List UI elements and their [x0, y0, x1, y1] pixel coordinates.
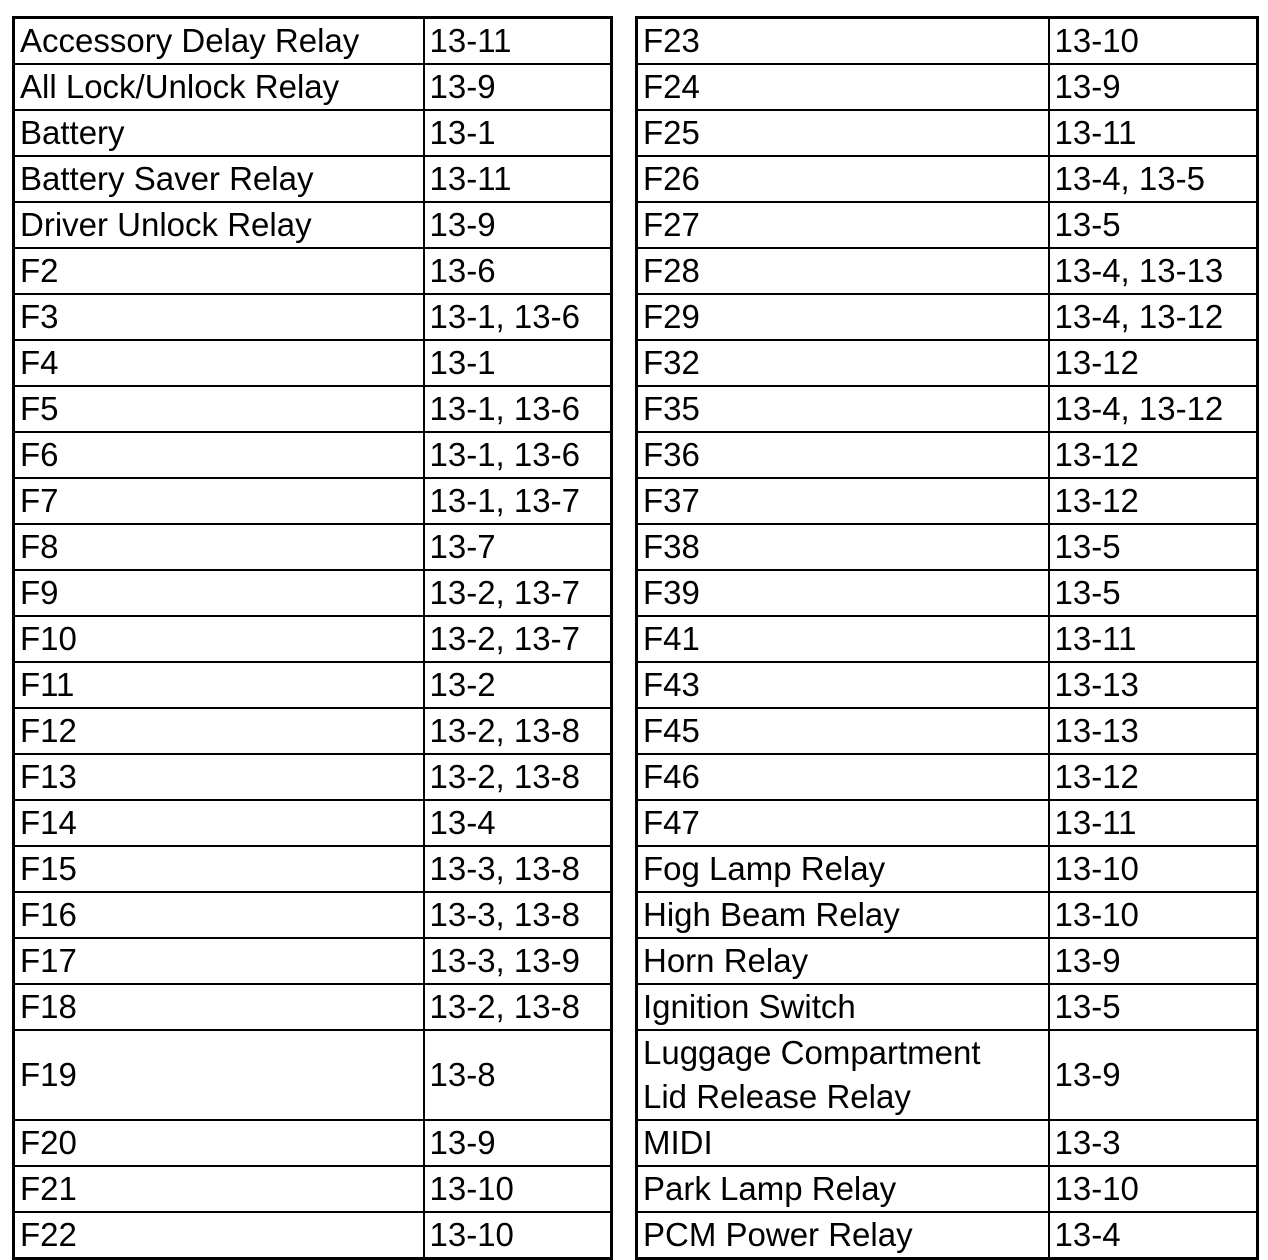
component-name: F19	[14, 1030, 424, 1120]
component-name: Accessory Delay Relay	[14, 18, 424, 65]
component-name: Battery Saver Relay	[14, 156, 424, 202]
component-name: Driver Unlock Relay	[14, 202, 424, 248]
component-name: Horn Relay	[637, 938, 1049, 984]
table-row	[14, 1212, 612, 1259]
page-ref: 13-12	[1049, 340, 1258, 386]
table-row	[14, 18, 612, 65]
component-name: F36	[637, 432, 1049, 478]
page-ref: 13-4, 13-5	[1049, 156, 1258, 202]
component-name: F11	[14, 662, 424, 708]
table-row	[14, 110, 612, 156]
page-ref: 13-3, 13-8	[424, 846, 612, 892]
table-row	[14, 800, 612, 846]
table-row	[637, 1166, 1258, 1212]
component-name: F29	[637, 294, 1049, 340]
page-ref: 13-1	[424, 110, 612, 156]
right-index-table	[635, 16, 1259, 1260]
page-ref: 13-9	[1049, 64, 1258, 110]
component-name: F17	[14, 938, 424, 984]
table-row	[637, 478, 1258, 524]
component-name: Ignition Switch	[637, 984, 1049, 1030]
table-row	[14, 662, 612, 708]
page-ref: 13-12	[1049, 478, 1258, 524]
component-name: F23	[637, 18, 1049, 65]
page-ref: 13-12	[1049, 754, 1258, 800]
component-name: F47	[637, 800, 1049, 846]
page-ref: 13-11	[1049, 800, 1258, 846]
component-name: F9	[14, 570, 424, 616]
component-name-line-2: Lid Release Relay	[643, 1078, 911, 1115]
table-row	[14, 386, 612, 432]
component-name: F14	[14, 800, 424, 846]
page-ref: 13-9	[424, 202, 612, 248]
table-row	[637, 248, 1258, 294]
component-name: F27	[637, 202, 1049, 248]
component-name: F45	[637, 708, 1049, 754]
table-row	[637, 156, 1258, 202]
table-row	[637, 340, 1258, 386]
component-name: F39	[637, 570, 1049, 616]
page-ref: 13-11	[1049, 110, 1258, 156]
component-name: F8	[14, 524, 424, 570]
page-ref: 13-11	[1049, 616, 1258, 662]
component-name: All Lock/Unlock Relay	[14, 64, 424, 110]
component-name: F26	[637, 156, 1049, 202]
page-ref: 13-6	[424, 248, 612, 294]
page-ref: 13-13	[1049, 708, 1258, 754]
component-name: F4	[14, 340, 424, 386]
page-ref: 13-1	[424, 340, 612, 386]
component-name: Battery	[14, 110, 424, 156]
page-ref: 13-2, 13-8	[424, 708, 612, 754]
component-name: PCM Power Relay	[637, 1212, 1049, 1259]
table-row	[14, 708, 612, 754]
table-row	[637, 202, 1258, 248]
component-name: F3	[14, 294, 424, 340]
table-row	[14, 754, 612, 800]
table-row	[14, 248, 612, 294]
table-row	[637, 18, 1258, 65]
page-ref: 13-1, 13-6	[424, 432, 612, 478]
component-name: F7	[14, 478, 424, 524]
component-name: F20	[14, 1120, 424, 1166]
table-row	[14, 570, 612, 616]
table-row	[637, 64, 1258, 110]
table-row	[637, 892, 1258, 938]
table-row	[14, 846, 612, 892]
component-name: F43	[637, 662, 1049, 708]
table-row	[14, 1120, 612, 1166]
page-ref: 13-2, 13-7	[424, 616, 612, 662]
table-row	[14, 156, 612, 202]
table-row	[14, 524, 612, 570]
table-row	[14, 64, 612, 110]
page-ref: 13-10	[424, 1166, 612, 1212]
page-ref: 13-8	[424, 1030, 612, 1120]
table-row	[14, 1166, 612, 1212]
component-name: F2	[14, 248, 424, 294]
table-row	[14, 202, 612, 248]
component-name: F15	[14, 846, 424, 892]
page-ref: 13-9	[1049, 1030, 1258, 1120]
page-ref: 13-10	[424, 1212, 612, 1259]
table-row	[637, 110, 1258, 156]
page-ref: 13-2, 13-7	[424, 570, 612, 616]
page-ref: 13-10	[1049, 892, 1258, 938]
page-ref: 13-4, 13-13	[1049, 248, 1258, 294]
table-row	[637, 1030, 1258, 1120]
table-row	[14, 432, 612, 478]
page-ref: 13-13	[1049, 662, 1258, 708]
table-row	[14, 616, 612, 662]
table-row	[637, 754, 1258, 800]
component-name: F12	[14, 708, 424, 754]
table-row	[637, 570, 1258, 616]
page-ref: 13-10	[1049, 1166, 1258, 1212]
page-ref: 13-3	[1049, 1120, 1258, 1166]
page-ref: 13-3, 13-8	[424, 892, 612, 938]
page-ref: 13-4	[424, 800, 612, 846]
table-row	[637, 432, 1258, 478]
page-ref: 13-11	[424, 156, 612, 202]
component-name: F21	[14, 1166, 424, 1212]
component-name: F22	[14, 1212, 424, 1259]
component-name	[637, 1030, 1049, 1120]
component-name: F13	[14, 754, 424, 800]
table-row	[637, 662, 1258, 708]
table-row	[637, 294, 1258, 340]
component-name: F24	[637, 64, 1049, 110]
component-name: F41	[637, 616, 1049, 662]
table-row	[14, 984, 612, 1030]
component-name: F32	[637, 340, 1049, 386]
table-row	[637, 1120, 1258, 1166]
component-name: F38	[637, 524, 1049, 570]
table-row	[637, 386, 1258, 432]
page-ref: 13-1, 13-6	[424, 386, 612, 432]
page-ref: 13-5	[1049, 202, 1258, 248]
page-ref: 13-10	[1049, 18, 1258, 65]
page-ref: 13-3, 13-9	[424, 938, 612, 984]
page-ref: 13-11	[424, 18, 612, 65]
component-name: F46	[637, 754, 1049, 800]
table-row	[637, 800, 1258, 846]
component-name: F5	[14, 386, 424, 432]
table-row	[637, 616, 1258, 662]
page-ref: 13-5	[1049, 984, 1258, 1030]
component-name: F25	[637, 110, 1049, 156]
table-row	[637, 708, 1258, 754]
table-row	[637, 846, 1258, 892]
component-name: F35	[637, 386, 1049, 432]
page-ref: 13-4	[1049, 1212, 1258, 1259]
table-row	[637, 938, 1258, 984]
component-name: F10	[14, 616, 424, 662]
component-name: F37	[637, 478, 1049, 524]
table-row	[14, 478, 612, 524]
component-name: F16	[14, 892, 424, 938]
page-ref: 13-9	[1049, 938, 1258, 984]
page-ref: 13-12	[1049, 432, 1258, 478]
page-ref: 13-5	[1049, 524, 1258, 570]
page-ref: 13-2, 13-8	[424, 984, 612, 1030]
page-ref: 13-9	[424, 64, 612, 110]
page-ref: 13-9	[424, 1120, 612, 1166]
left-index-table	[12, 16, 613, 1260]
page-ref: 13-4, 13-12	[1049, 294, 1258, 340]
page-ref: 13-1, 13-6	[424, 294, 612, 340]
component-name: F6	[14, 432, 424, 478]
table-row	[14, 340, 612, 386]
component-name: Park Lamp Relay	[637, 1166, 1049, 1212]
page-ref: 13-10	[1049, 846, 1258, 892]
page-ref: 13-5	[1049, 570, 1258, 616]
table-row	[637, 984, 1258, 1030]
table-row	[14, 892, 612, 938]
component-name: Fog Lamp Relay	[637, 846, 1049, 892]
table-row	[637, 524, 1258, 570]
page-ref: 13-1, 13-7	[424, 478, 612, 524]
table-row	[637, 1212, 1258, 1259]
table-row	[14, 1030, 612, 1120]
page-ref: 13-2, 13-8	[424, 754, 612, 800]
page-ref: 13-7	[424, 524, 612, 570]
page-ref: 13-4, 13-12	[1049, 386, 1258, 432]
component-name: F18	[14, 984, 424, 1030]
component-name-line-1: Luggage Compartment	[643, 1034, 981, 1071]
component-name: High Beam Relay	[637, 892, 1049, 938]
table-row	[14, 294, 612, 340]
table-row	[14, 938, 612, 984]
component-name: MIDI	[637, 1120, 1049, 1166]
page-ref: 13-2	[424, 662, 612, 708]
component-name: F28	[637, 248, 1049, 294]
